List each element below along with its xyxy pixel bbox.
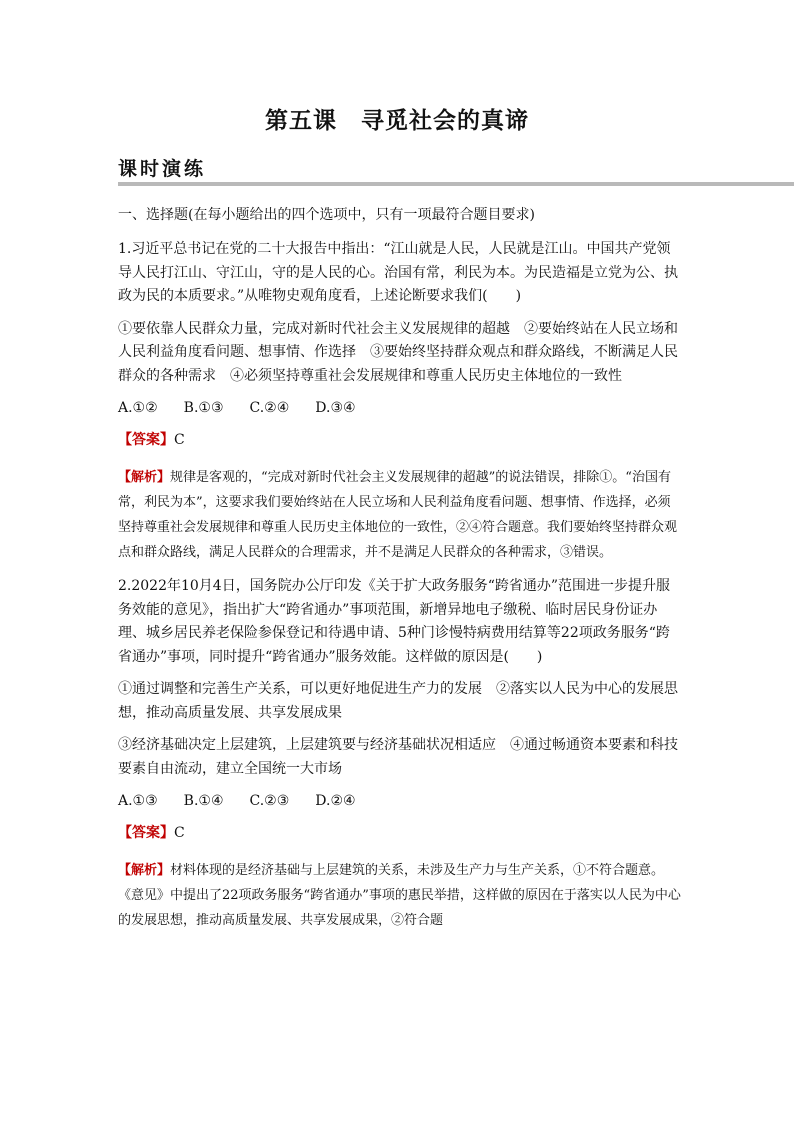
choice-b: B.①④ xyxy=(183,793,224,809)
choice-d: D.③④ xyxy=(315,400,356,416)
answer-tag: 【答案】 xyxy=(118,432,174,448)
question-2-options-2: ③经济基础决定上层建筑，上层建筑要与经济基础状况相适应 ④通过畅通资本要素和科技要素自由流动，建立全国统一大市场 xyxy=(118,737,678,777)
section-divider xyxy=(118,182,794,186)
choice-b: B.①③ xyxy=(183,400,224,416)
question-1-analysis xyxy=(118,465,683,565)
answer-value: C xyxy=(174,825,185,841)
choice-c: C.②③ xyxy=(249,793,290,809)
analysis-tag: 【解析】 xyxy=(118,863,171,878)
question-2-options-1: ①通过调整和完善生产关系，可以更好地促进生产力的发展 ②落实以人民为中心的发展思想，推动高质量发展、共享发展成果 xyxy=(118,681,678,721)
document-body xyxy=(118,205,683,943)
question-1-answer xyxy=(118,429,683,451)
question-2-stem: 2.2022年10月4日，国务院办公厅印发《关于扩大政务服务“跨省通办”范围进一步提升服务效能的意见》，指出扩大“跨省通办”事项范围，新增异地电子缴税、临时居民身份证办理、城乡居民养老保险参保登记和待遇申请、5种门诊慢特病费用结算等22项政务服务“跨省通办”事项，同时提升“跨省通办”服务效能。这样做的原因是( ) xyxy=(118,578,671,665)
analysis-text: 规律是客观的，“完成对新时代社会主义发展规律的超越”的说法错误，排除①。“治国有常，利民为本”，这要求我们要始终站在人民立场和人民利益角度看问题、想事情、作选择，必须坚持尊重社会发展规律和尊重人民历史主体地位的一致性，②④符合题意。我们要始终坚持群众观点和群众路线，满足人民群众的合理需求，并不是满足人民群众的各种需求，③错误。 xyxy=(118,470,678,560)
choice-a: A.①② xyxy=(118,400,158,416)
question-1-options: ①要依靠人民群众力量，完成对新时代社会主义发展规律的超越 ②要始终站在人民立场和人民利益角度看问题、想事情、作选择 ③要始终坚持群众观点和群众路线，不断满足人民群众的各种需求 ④必须坚持尊重社会发展规律和尊重人民历史主体地位的一致性 xyxy=(118,320,678,384)
question-1-choices xyxy=(118,397,683,419)
choice-c: C.②④ xyxy=(249,400,290,416)
answer-value: C xyxy=(174,432,185,448)
analysis-tag: 【解析】 xyxy=(118,470,171,485)
part-heading: 一、选择题(在每小题给出的四个选项中，只有一项最符合题目要求) xyxy=(118,207,535,223)
question-1 xyxy=(118,238,683,565)
question-2 xyxy=(118,575,683,933)
question-2-analysis xyxy=(118,858,683,933)
analysis-text: 材料体现的是经济基础与上层建筑的关系，未涉及生产力与生产关系，①不符合题意。《意见》中提出了22项政务服务“跨省通办”事项的惠民举措，这样做的原因在于落实以人民为中心的发展思想，推动高质量发展、共享发展成果，②符合题 xyxy=(118,863,681,928)
section-header: 课时演练 xyxy=(118,158,207,180)
question-1-stem: 1.习近平总书记在党的二十大报告中指出：“江山就是人民，人民就是江山。中国共产党领导人民打江山、守江山，守的是人民的心。治国有常，利民为本。为民造福是立党为公、执政为民的本质要求。”从唯物史观角度看，上述论断要求我们( ) xyxy=(118,241,678,304)
choice-a: A.①③ xyxy=(118,793,158,809)
page-title: 第五课 寻觅社会的真谛 xyxy=(265,108,529,134)
question-2-answer xyxy=(118,822,683,844)
choice-d: D.②④ xyxy=(315,793,356,809)
answer-tag: 【答案】 xyxy=(118,825,174,841)
question-2-choices xyxy=(118,790,683,812)
